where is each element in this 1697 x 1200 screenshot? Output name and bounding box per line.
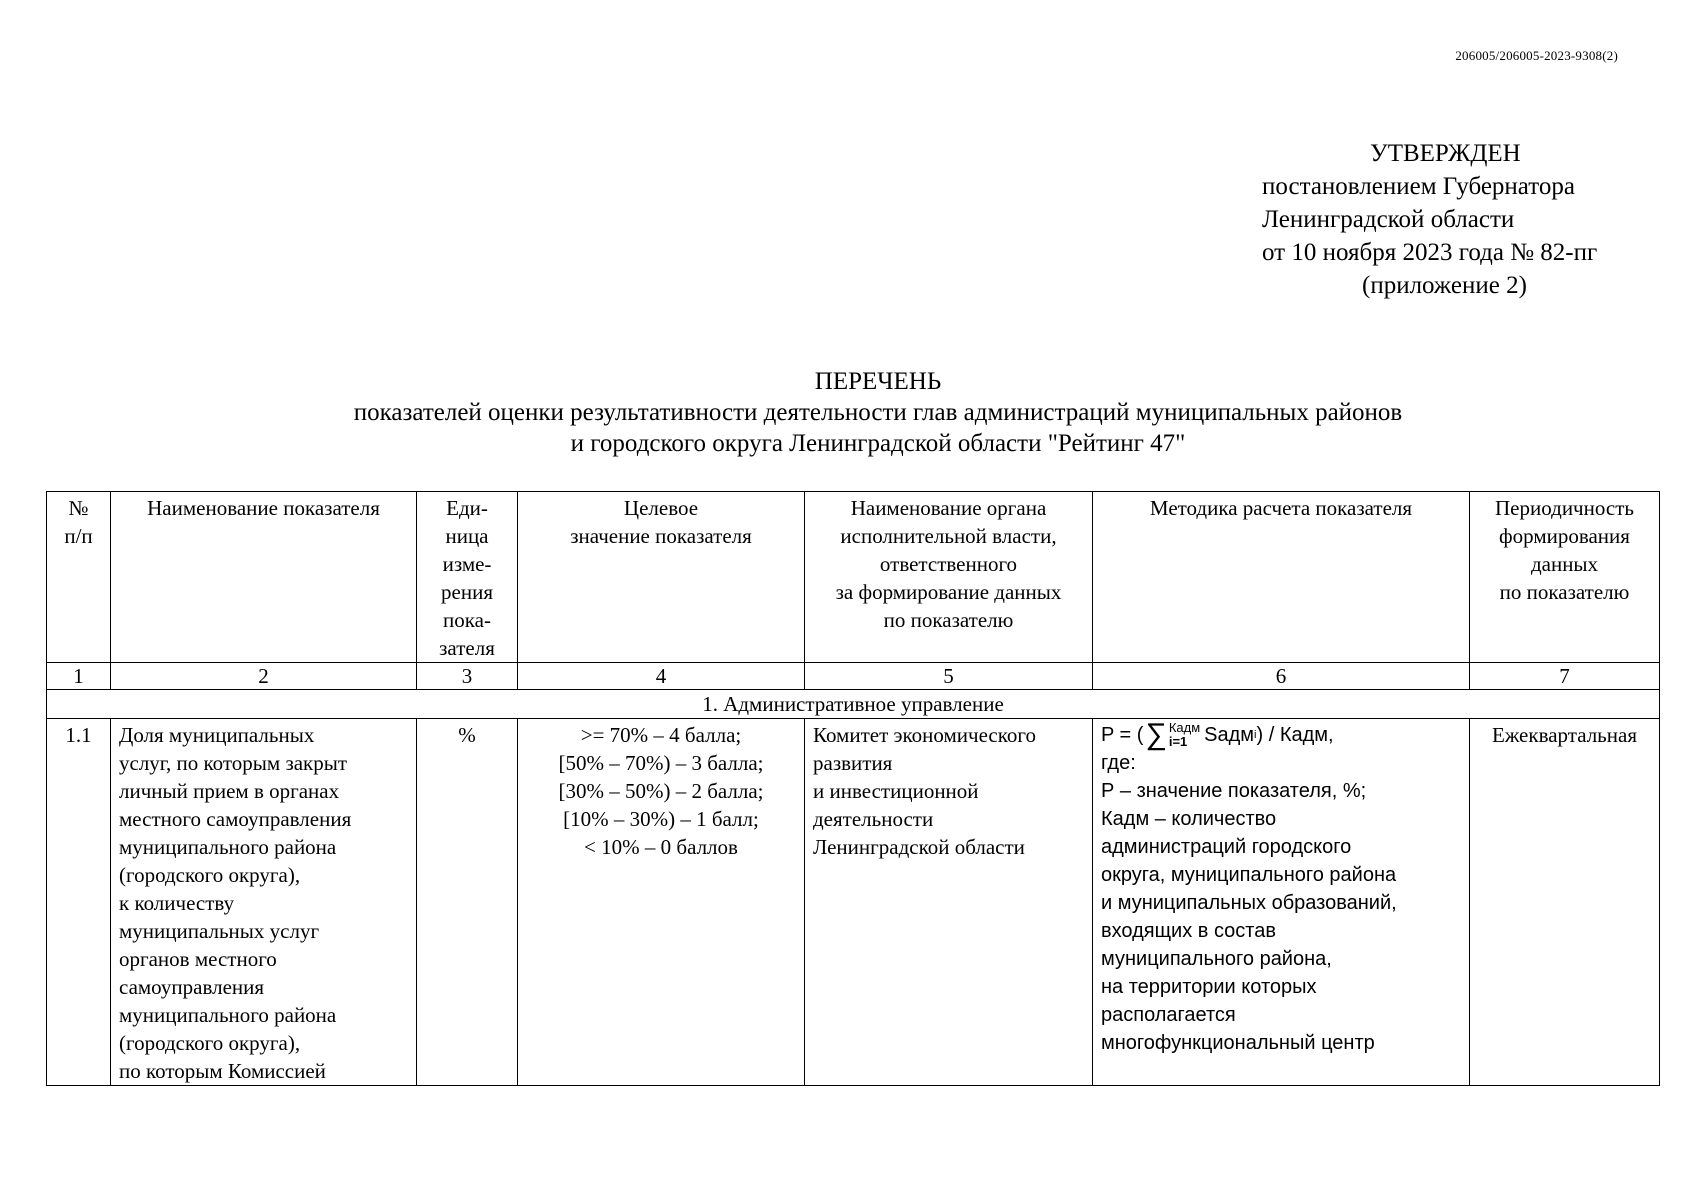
data-periodicity: Ежеквартальная [1470,719,1660,1086]
indicator-name: Доля муниципальных услуг, по которым закрыт личный прием в органах местного самоуправления муниципального района (городского округа), к количеству муниципальных услуг органов местного самоуправления муниципального района (городского округа), по которым Комиссией [111,719,417,1086]
sum-sign: ∑ [1145,718,1167,751]
header-cell-number: № п/п [47,492,111,663]
document-title: ПЕРЕЧЕНЬ [814,368,942,395]
table-row [47,719,1660,1086]
approval-stamp [1262,137,1597,302]
indicators-table [46,491,1660,1086]
column-number: 3 [417,663,518,690]
document-subtitle: показателей оценки результативности деятельности глав администраций муниципальных районов [353,399,1403,426]
column-numbers-row [47,663,1660,690]
unit-value: % [417,719,518,1086]
calculation-method: P = ( ∑ Кадм i=1 Sадм i ) / Кадм, где: Р – значение показателя, %; Кадм – количество администраций городского округа, муниципального района и муниципальных образований, входящих в состав муниципального района, на территории которых располагается многофункциональный центр [1093,719,1470,1086]
section-row [47,690,1660,719]
header-cell-period: Периодичность формирования данных по показателю [1470,492,1660,663]
header-cell-organ: Наименование органа исполнительной власти, ответственного за формирование данных по показателю [805,492,1093,663]
column-number: 7 [1470,663,1660,690]
formula: P = ( ∑ Кадм i=1 Sадм i ) / Кадм, [1101,718,1334,751]
document-id: 206005/206005-2023-9308(2) [1455,48,1618,63]
table-header-row [47,492,1660,663]
column-number: 1 [47,663,111,690]
header-cell-target: Целевое значение показателя [518,492,805,663]
header-cell-method: Методика расчета показателя [1093,492,1470,663]
column-number: 4 [518,663,805,690]
responsible-organ: Комитет экономического развития и инвестиционной деятельности Ленинградской области [805,719,1093,1086]
target-values: >= 70% – 4 балла; [50% – 70%) – 3 балла; [30% – 50%) – 2 балла; [10% – 30%) – 1 балл; < 10% – 0 баллов [518,719,805,1086]
sum-limits: Кадм i=1 [1168,720,1201,749]
column-number: 6 [1093,663,1470,690]
approval-line: постановлением Губернатора [1262,173,1575,200]
section-title: 1. Административное управление [47,690,1660,719]
approval-line: (приложение 2) [1362,272,1527,299]
header-cell-unit: Еди- ница изме- рения пока- зателя [417,492,518,663]
header-cell-name: Наименование показателя [111,492,417,663]
row-number: 1.1 [47,719,111,1086]
approval-line: Ленинградской области [1262,206,1515,233]
approval-line: от 10 ноября 2023 года № 82-пг [1262,239,1598,266]
document-heading [0,366,1697,459]
approval-title: УТВЕРЖДЕН [1370,140,1521,167]
column-number: 2 [111,663,417,690]
document-subtitle: и городского округа Ленинградской области "Рейтинг 47" [570,430,1186,457]
column-number: 5 [805,663,1093,690]
